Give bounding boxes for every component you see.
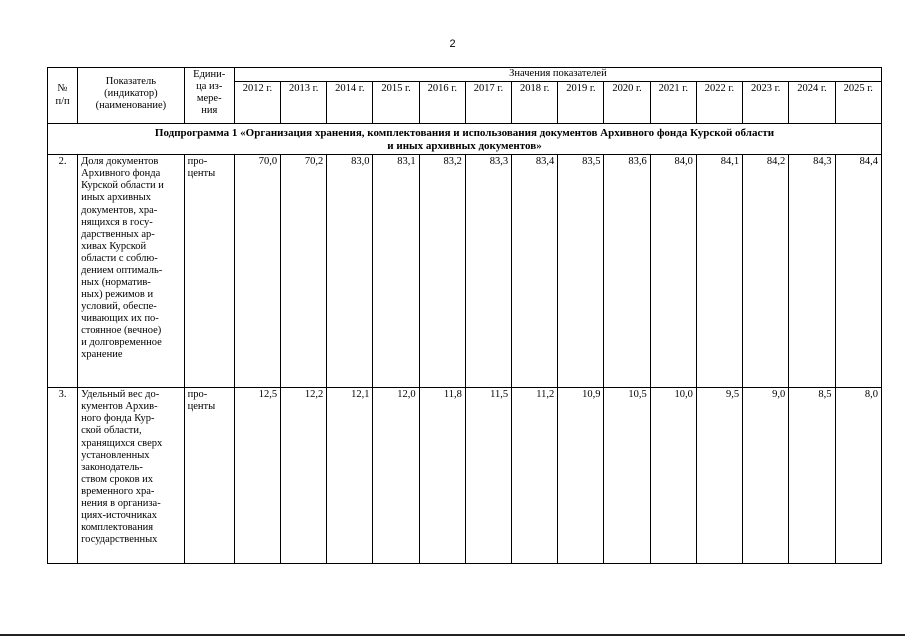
value-cell: 83,2 [419, 155, 465, 388]
indicators-table [47, 67, 882, 564]
value-cell: 84,0 [650, 155, 696, 388]
header-year: 2019 г. [558, 82, 604, 124]
subprogram-row [48, 124, 882, 155]
value-cell: 70,2 [281, 155, 327, 388]
table-row [48, 155, 882, 388]
value-cell: 10,0 [650, 388, 696, 564]
header-year: 2015 г. [373, 82, 419, 124]
value-cell: 84,2 [743, 155, 789, 388]
value-cell: 9,0 [743, 388, 789, 564]
header-values-title [234, 68, 881, 82]
unit-text: про- центы [187, 389, 216, 413]
value-cell: 11,2 [512, 388, 558, 564]
value-cell: 12,0 [373, 388, 419, 564]
indicator-name [78, 388, 184, 564]
header-unit-label: Едини- ца из- мере- ния [193, 69, 226, 117]
header-year: 2014 г. [327, 82, 373, 124]
value-cell: 11,5 [465, 388, 511, 564]
indicator-name-text: Удельный вес до- кументов Архив- ного фонда Кур- ской области, хранящихся сверх установленных законодатель- ством сроков их временного хра- нения в организа- циях-источниках комплектования государственных [81, 389, 163, 546]
value-cell: 83,1 [373, 155, 419, 388]
value-cell: 8,5 [789, 388, 835, 564]
value-cell: 12,5 [234, 388, 280, 564]
unit-cell [184, 388, 234, 564]
header-num [48, 68, 78, 124]
value-cell: 83,6 [604, 155, 650, 388]
indicator-name-text: Доля документов Архивного фонда Курской области и иных архивных документов, хра- нящихся в госу- дарственных ар- хивах Курской области с соблю- дением оптималь- ных (норматив- ных) режимов и условий, обеспе- чивающих их по- стоянное (вечное) и долговременное хранение [81, 156, 164, 361]
header-year: 2022 г. [696, 82, 742, 124]
value-cell: 84,1 [696, 155, 742, 388]
unit-cell [184, 155, 234, 388]
header-year: 2017 г. [465, 82, 511, 124]
header-year: 2025 г. [835, 82, 882, 124]
header-year: 2018 г. [512, 82, 558, 124]
header-year: 2024 г. [789, 82, 835, 124]
header-year: 2020 г. [604, 82, 650, 124]
subprogram-title [48, 124, 882, 155]
value-cell: 10,5 [604, 388, 650, 564]
header-year: 2012 г. [234, 82, 280, 124]
header-num-label: № п/п [55, 83, 70, 107]
bottom-edge-line [0, 634, 905, 636]
value-cell: 12,1 [327, 388, 373, 564]
value-cell: 10,9 [558, 388, 604, 564]
header-unit [184, 68, 234, 124]
subprogram-title-text: Подпрограмма 1 «Организация хранения, комплектования и использования документов Архивного фонда Курской области и иных архивных документов» [154, 127, 775, 152]
header-indicator [78, 68, 184, 124]
row-number: 2. [48, 155, 78, 388]
header-year: 2016 г. [419, 82, 465, 124]
value-cell: 83,0 [327, 155, 373, 388]
header-year: 2021 г. [650, 82, 696, 124]
value-cell: 83,5 [558, 155, 604, 388]
value-cell: 83,4 [512, 155, 558, 388]
value-cell: 11,8 [419, 388, 465, 564]
header-year: 2013 г. [281, 82, 327, 124]
header-indicator-label: Показатель (индикатор) (наименование) [95, 76, 167, 112]
value-cell: 84,4 [835, 155, 882, 388]
value-cell: 9,5 [696, 388, 742, 564]
page-number: 2 [449, 38, 456, 50]
value-cell: 70,0 [234, 155, 280, 388]
value-cell: 84,3 [789, 155, 835, 388]
unit-text: про- центы [187, 156, 216, 180]
table-row [48, 388, 882, 564]
value-cell: 8,0 [835, 388, 882, 564]
header-values-title-label: Значения показателей [509, 68, 607, 79]
header-year: 2023 г. [743, 82, 789, 124]
row-number: 3. [48, 388, 78, 564]
indicator-name [78, 155, 184, 388]
value-cell: 12,2 [281, 388, 327, 564]
value-cell: 83,3 [465, 155, 511, 388]
